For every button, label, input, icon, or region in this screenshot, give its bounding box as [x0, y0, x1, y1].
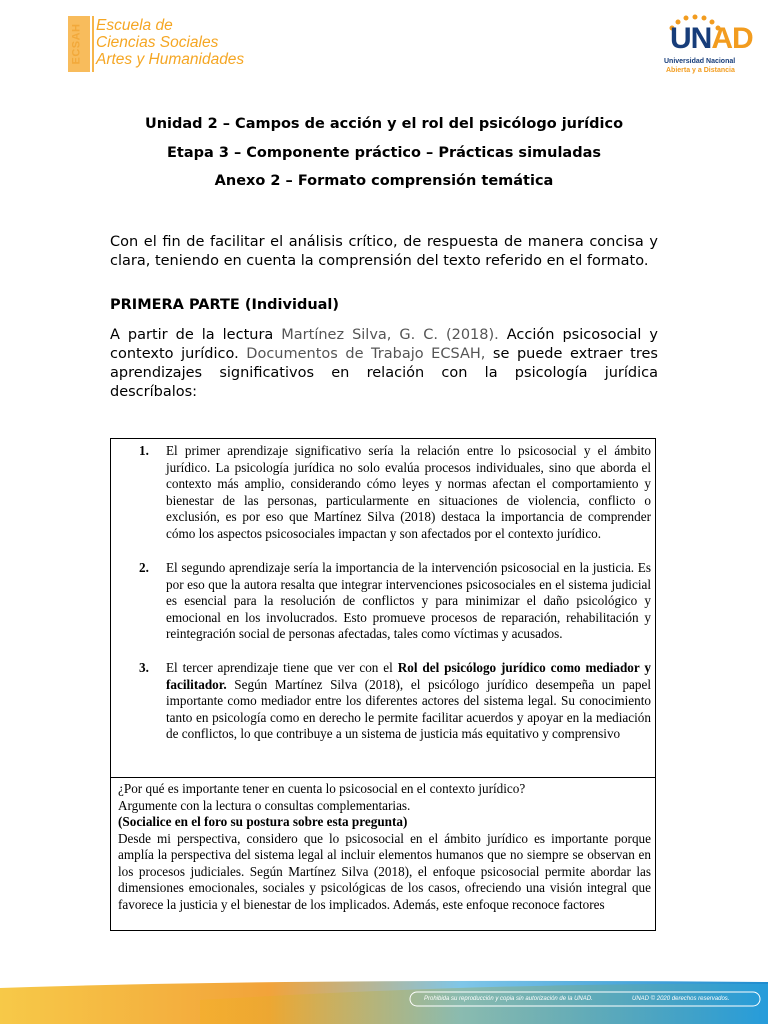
list-item-rest: Según Martínez Silva (2018), el psicólogo jurídico desempeña un papel importante como mediador entre los diferentes actores del sistema legal. Su conocimiento tanto en psicología como en derecho le permite facilitar acuerdos y apoyar en la mediación de conflictos, lo que contribuye a un sistema de justicia más equitativo y comprensivo [166, 676, 651, 741]
intro-paragraph: Con el fin de facilitar el análisis crítico, de respuesta de manera concisa y clara, teniendo en cuenta la comprensión del texto referido en el formato. [110, 234, 658, 269]
list-item-lead: El tercer aprendizaje tiene que ver con el [166, 660, 398, 675]
footer-notice: Prohibida su reproducción y copia sin autorización de la UNAD. [424, 996, 593, 1002]
section-title: PRIMERA PARTE (Individual) [110, 297, 340, 313]
unad-un: UN [670, 22, 712, 55]
unad-ad: AD [711, 22, 753, 55]
ecsah-line-1: Escuela de [96, 17, 173, 34]
question-box [110, 777, 656, 931]
question-forum-note: (Socialice en el foro su postura sobre esta pregunta) [118, 814, 408, 829]
answer-text: Desde mi perspectiva, considero que lo psicosocial en el ámbito jurídico es importante porque amplía la perspectiva del sistema legal al incluir elementos humanos que no siempre se observan en los procesos judiciales. Según Martínez Silva (2018), el enfoque psicosocial permite abordar las dimensiones emocionales, sociales y psicológicas de los casos, ofreciendo una visión integral que favorece la justicia y el bienestar de los implicados. Además, este enfoque reconoce factores [118, 830, 651, 912]
unit-title: Unidad 2 – Campos de acción y el rol del psicólogo jurídico [144, 116, 624, 132]
ecsah-line-2: Ciencias Sociales [96, 34, 219, 51]
question-content [118, 781, 651, 913]
reading-reference-author: Martínez Silva, G. C. (2018). [281, 327, 499, 343]
footer-copyright: UNAD © 2020 derechos reservados. [632, 996, 730, 1002]
question-instruction: Argumente con la lectura o consultas complementarias. [118, 797, 411, 813]
ecsah-line-3: Artes y Humanidades [96, 51, 245, 68]
question-text: ¿Por qué es importante tener en cuenta lo psicosocial en el contexto jurídico? [118, 781, 526, 796]
ecsah-vertical-label [70, 20, 88, 72]
unad-wordmark [670, 22, 753, 56]
list-item-bold: Rol del psicólogo jurídico como mediador y facilitador. [166, 660, 651, 692]
stage-title: Etapa 3 – Componente práctico – Prácticas simuladas [166, 145, 602, 161]
reading-reference-series: Documentos de Trabajo ECSAH, [246, 346, 486, 362]
ecsah-vertical-text: ECSAH [70, 23, 83, 65]
unad-logo [660, 14, 753, 78]
unad-subtitle-2: Abierta y a Distancia [666, 67, 735, 74]
list-item-number: 1. [139, 443, 149, 458]
annex-title: Anexo 2 – Formato comprensión temática [214, 173, 554, 189]
list-item-text: El segundo aprendizaje sería la importancia de la intervención psicosocial en la justicia. Es por eso que la autora resalta que integrar intervenciones psicosociales en el sistema judicial es esencial para la resolución de conflictos y para minimizar el daño psicológico y emocional en los involucrados. Esto promueve procesos de reparación, rehabilitación y reintegración social de personas afectadas, tales como víctimas y acusados. [166, 560, 651, 641]
unad-subtitle-1: Universidad Nacional [664, 58, 736, 65]
reading-lead: A partir de la lectura [110, 327, 282, 343]
list-item-number: 2. [139, 560, 149, 575]
reading-paragraph [110, 326, 658, 402]
list-item-number: 3. [139, 660, 149, 675]
list-item-text: El primer aprendizaje significativo sería la relación entre lo psicosocial y el ámbito jurídico. La psicología jurídica no solo evalúa procesos individuales, sino que aborda el contexto más amplio, considerando cómo leyes y normas afectan el comportamiento y bienestar de las personas, particularmente en situaciones de violencia, conflicto o exclusión, es por eso que Martínez Silva (2018) destaca la importancia de comprender cómo los aspectos psicosociales impactan y son afectados por el contexto jurídico. [166, 443, 651, 541]
reading-title: Acción psicosocial y contexto jurídico. [110, 327, 659, 362]
reading-instruction: se puede extraer tres aprendizajes significativos en relación con la psicología jurídica descríbalos: [110, 346, 658, 400]
list-item-text [166, 660, 651, 743]
learnings-box [110, 438, 656, 778]
